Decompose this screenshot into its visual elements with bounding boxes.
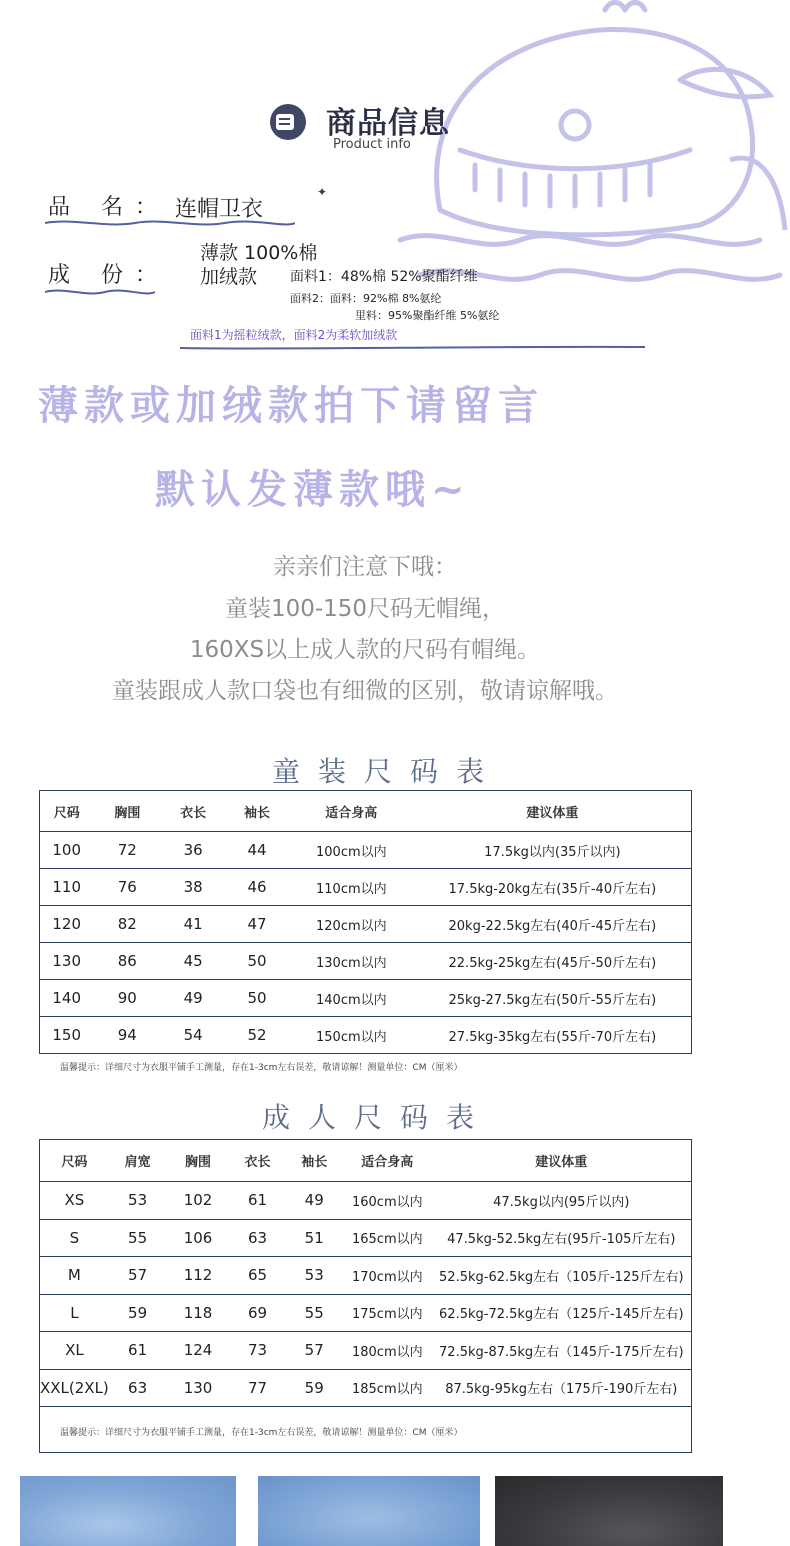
notice-line-1: 亲亲们注意下哦： xyxy=(273,554,457,580)
table-cell: 130cm以内 xyxy=(289,943,414,980)
table-cell: 45 xyxy=(161,943,225,980)
table-cell: 112 xyxy=(166,1257,229,1295)
table-cell: 175cm以内 xyxy=(343,1294,432,1332)
table-cell: 102 xyxy=(166,1182,229,1220)
table-cell: 106 xyxy=(166,1219,229,1257)
adult-table-tip: 温馨提示：详细尺寸为衣服平铺手工测量，存在1-3cm左右误差，敬请谅解！测量单位：CM（厘米） xyxy=(60,1427,463,1438)
table-row xyxy=(40,1017,692,1054)
table-cell: 110cm以内 xyxy=(289,869,414,906)
kids-header-row xyxy=(40,791,692,832)
table-cell: 22.5kg-25kg左右(45斤-50斤左右) xyxy=(414,943,692,980)
fabric-photo-blue-2 xyxy=(258,1476,480,1546)
composition-underline xyxy=(45,287,155,297)
adult_table-header-cell: 适合身高 xyxy=(343,1140,432,1182)
table-cell: 59 xyxy=(285,1369,343,1407)
table-cell: XXL(2XL) xyxy=(40,1369,109,1407)
table-row xyxy=(40,1182,692,1220)
table-cell: 130 xyxy=(166,1369,229,1407)
kids-table-tip: 温馨提示：详细尺寸为衣服平铺手工测量，存在1-3cm左右误差，敬请谅解！测量单位：CM（厘米） xyxy=(60,1063,463,1073)
promo-line-1: 薄款或加绒款拍下请留言 xyxy=(38,383,544,429)
table-cell: XL xyxy=(40,1332,109,1370)
table-cell: 61 xyxy=(230,1182,286,1220)
notice-line-2: 童装100-150尺码无帽绳， xyxy=(224,596,506,622)
table-cell: 49 xyxy=(161,980,225,1017)
table-cell: 90 xyxy=(93,980,161,1017)
table-cell: 57 xyxy=(109,1257,167,1295)
table-cell: 150cm以内 xyxy=(289,1017,414,1054)
section-title: 商品信息 xyxy=(326,106,450,141)
composition-label: 成 份： xyxy=(48,263,169,288)
table-cell: 41 xyxy=(161,906,225,943)
table-cell: 77 xyxy=(230,1369,286,1407)
table-cell: 47 xyxy=(225,906,289,943)
table-cell: 100 xyxy=(40,832,94,869)
adult-header-row xyxy=(40,1140,692,1182)
table-cell: 94 xyxy=(93,1017,161,1054)
kids-table-title: 童装尺码表 xyxy=(272,755,503,788)
kids_table-header-cell: 建议体重 xyxy=(414,791,692,832)
table-cell: 185cm以内 xyxy=(343,1369,432,1407)
adult_table-header-cell: 建议体重 xyxy=(432,1140,692,1182)
table-cell: 69 xyxy=(230,1294,286,1332)
table-row xyxy=(40,1219,692,1257)
table-row xyxy=(40,906,692,943)
table-row xyxy=(40,1369,692,1407)
table-cell: 130 xyxy=(40,943,94,980)
table-cell: 118 xyxy=(166,1294,229,1332)
table-cell: 110 xyxy=(40,869,94,906)
table-row xyxy=(40,869,692,906)
table-cell: 170cm以内 xyxy=(343,1257,432,1295)
kids_table-header-cell: 袖长 xyxy=(225,791,289,832)
table-cell: 54 xyxy=(161,1017,225,1054)
table-cell: 52.5kg-62.5kg左右（105斤-125斤左右) xyxy=(432,1257,692,1295)
adult_table-header-cell: 肩宽 xyxy=(109,1140,167,1182)
table-cell: 61 xyxy=(109,1332,167,1370)
table-cell: M xyxy=(40,1257,109,1295)
fabric-photo-blue-1 xyxy=(20,1476,236,1546)
table-cell: 47.5kg-52.5kg左右(95斤-105斤左右) xyxy=(432,1219,692,1257)
kids_table-header-cell: 适合身高 xyxy=(289,791,414,832)
kids_table-header-cell: 胸围 xyxy=(93,791,161,832)
notice-line-4: 童装跟成人款口袋也有细微的区别，敬请谅解哦。 xyxy=(112,678,618,704)
table-cell: 51 xyxy=(285,1219,343,1257)
adult_table-header-cell: 衣长 xyxy=(230,1140,286,1182)
name-underline xyxy=(45,218,295,228)
table-cell: 57 xyxy=(285,1332,343,1370)
kids_table-header-cell: 尺码 xyxy=(40,791,94,832)
table-cell: 140cm以内 xyxy=(289,980,414,1017)
table-cell: 25kg-27.5kg左右(50斤-55斤左右) xyxy=(414,980,692,1017)
table-cell: 49 xyxy=(285,1182,343,1220)
table-cell: 100cm以内 xyxy=(289,832,414,869)
table-cell: 55 xyxy=(285,1294,343,1332)
table-cell: 52 xyxy=(225,1017,289,1054)
table-cell: 73 xyxy=(230,1332,286,1370)
table-cell: 53 xyxy=(285,1257,343,1295)
table-cell: 120cm以内 xyxy=(289,906,414,943)
star-icon: ✦ xyxy=(317,185,328,199)
table-cell: 20kg-22.5kg左右(40斤-45斤左右) xyxy=(414,906,692,943)
table-cell: 150 xyxy=(40,1017,94,1054)
table-cell: 76 xyxy=(93,869,161,906)
table-cell: XS xyxy=(40,1182,109,1220)
name-label: 品 名： xyxy=(48,195,169,220)
kids_table-header-cell: 衣长 xyxy=(161,791,225,832)
adult-size-table xyxy=(39,1139,692,1453)
table-cell: 120 xyxy=(40,906,94,943)
notice-line-3: 160XS以上成人款的尺码有帽绳。 xyxy=(189,637,541,663)
name-value: 连帽卫衣 xyxy=(175,197,264,222)
table-cell: 50 xyxy=(225,943,289,980)
table-cell: 62.5kg-72.5kg左右（125斤-145斤左右) xyxy=(432,1294,692,1332)
adult-table-title: 成人尺码表 xyxy=(262,1101,493,1134)
table-cell: 140 xyxy=(40,980,94,1017)
table-cell: L xyxy=(40,1294,109,1332)
table-row xyxy=(40,980,692,1017)
table-cell: 72 xyxy=(93,832,161,869)
table-cell: 124 xyxy=(166,1332,229,1370)
composition-thin: 薄款 100%棉 xyxy=(200,242,318,264)
table-row xyxy=(40,1257,692,1295)
kids-size-table xyxy=(39,790,692,1054)
table-cell: 87.5kg-95kg左右（175斤-190斤左右) xyxy=(432,1369,692,1407)
table-cell: 44 xyxy=(225,832,289,869)
info-icon xyxy=(268,102,308,142)
composition-fleece-label: 加绒款 xyxy=(200,266,258,288)
table-row xyxy=(40,832,692,869)
table-row xyxy=(40,1332,692,1370)
adult_table-header-cell: 袖长 xyxy=(285,1140,343,1182)
table-cell: 59 xyxy=(109,1294,167,1332)
table-row xyxy=(40,943,692,980)
table-cell: 82 xyxy=(93,906,161,943)
table-cell: 65 xyxy=(230,1257,286,1295)
table-cell: 50 xyxy=(225,980,289,1017)
table-cell: 47.5kg以内(95斤以内) xyxy=(432,1182,692,1220)
fabric-photo-dark xyxy=(495,1476,723,1546)
fabric-note: 面料1为摇粒绒款，面料2为柔软加绒款 xyxy=(190,328,398,342)
adult_table-header-cell: 胸围 xyxy=(166,1140,229,1182)
table-row xyxy=(40,1294,692,1332)
table-cell: 38 xyxy=(161,869,225,906)
note-underline xyxy=(180,344,650,352)
table-cell: 72.5kg-87.5kg左右（145斤-175斤左右) xyxy=(432,1332,692,1370)
table-cell: 36 xyxy=(161,832,225,869)
composition-fabric1: 面料1：48%棉 52%聚酯纤维 xyxy=(290,269,478,285)
adult_table-header-cell: 尺码 xyxy=(40,1140,109,1182)
composition-fabric2: 面料2：面料：92%棉 8%氨纶 xyxy=(290,292,442,305)
section-subtitle: Product info xyxy=(333,137,411,152)
promo-line-2: 默认发薄款哦~ xyxy=(155,467,471,513)
table-cell: 17.5kg-20kg左右(35斤-40斤左右) xyxy=(414,869,692,906)
table-cell: 160cm以内 xyxy=(343,1182,432,1220)
table-cell: 55 xyxy=(109,1219,167,1257)
table-cell: 165cm以内 xyxy=(343,1219,432,1257)
table-cell: 63 xyxy=(109,1369,167,1407)
table-cell: 46 xyxy=(225,869,289,906)
table-cell: 17.5kg以内(35斤以内) xyxy=(414,832,692,869)
table-cell: 180cm以内 xyxy=(343,1332,432,1370)
table-cell: 63 xyxy=(230,1219,286,1257)
table-cell: S xyxy=(40,1219,109,1257)
table-cell: 86 xyxy=(93,943,161,980)
composition-lining: 里料：95%聚酯纤维 5%氨纶 xyxy=(355,309,500,322)
table-cell: 53 xyxy=(109,1182,167,1220)
table-cell: 27.5kg-35kg左右(55斤-70斤左右) xyxy=(414,1017,692,1054)
